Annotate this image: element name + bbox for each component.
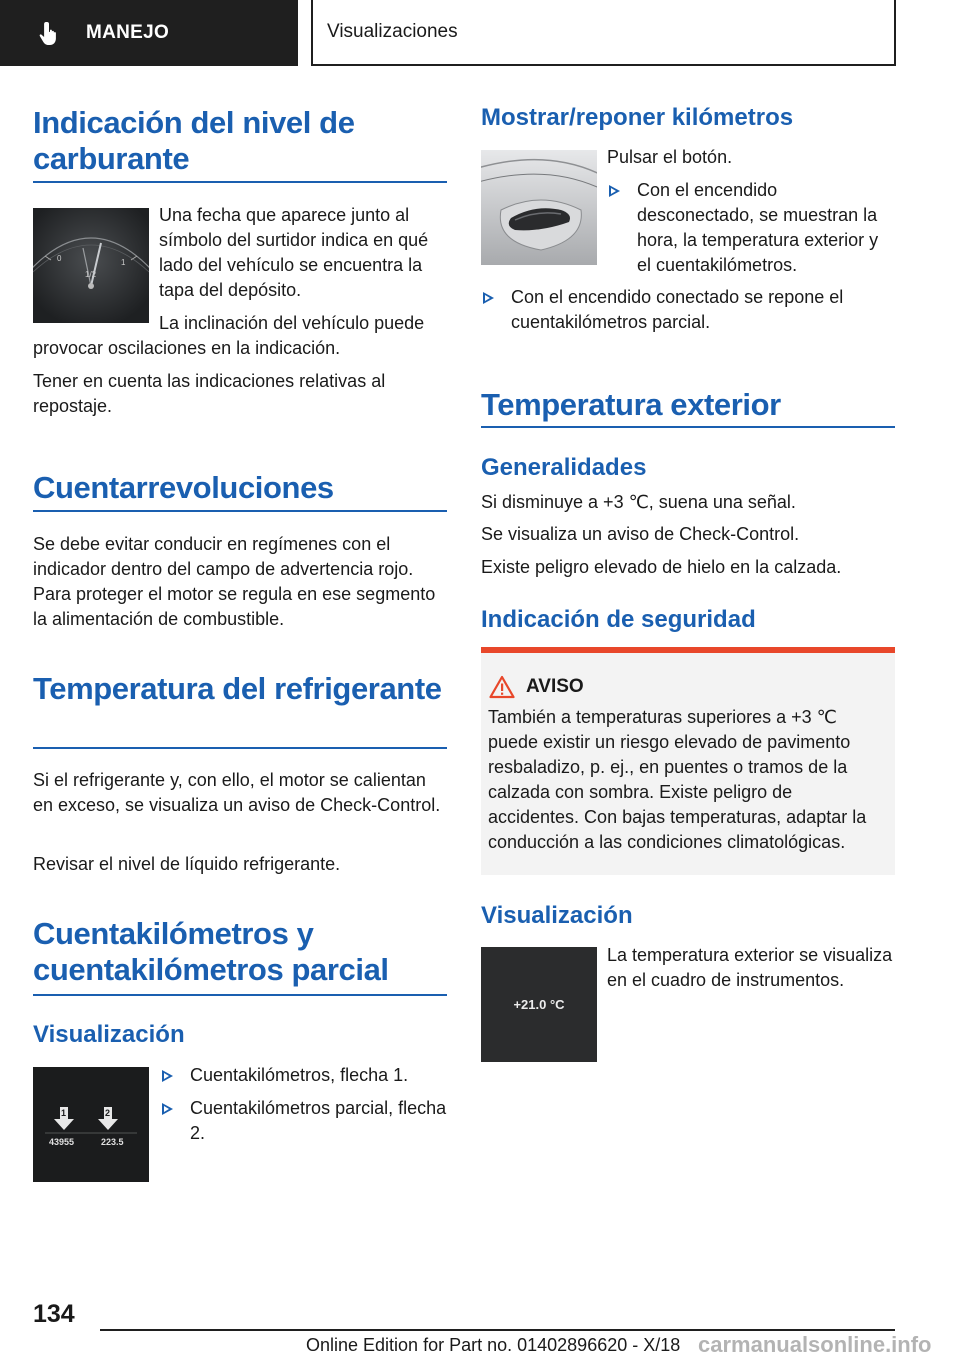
- page-number: 134: [33, 1300, 75, 1328]
- odometer-image: 1 2 43955 223.5: [33, 1067, 149, 1182]
- fuel-text: [33, 203, 447, 419]
- general-p3: Existe peligro elevado de hielo en la calzada.: [481, 557, 842, 577]
- chapter-title: MANEJO: [86, 22, 170, 43]
- warning-triangle-icon: [489, 675, 515, 699]
- section-rule: [481, 426, 895, 428]
- outside-title: Temperatura exterior: [481, 387, 781, 422]
- general-p1: Si disminuye a +3 ℃, suena una señal.: [481, 492, 796, 512]
- fuel-p1: Una fecha que aparece junto al símbolo del surtidor indica en qué lado del vehículo se encuentra la tapa del depósito.: [159, 205, 429, 300]
- safety-title: Indicación de seguridad: [481, 606, 756, 633]
- general-title: Generalidades: [481, 454, 647, 481]
- fuel-gauge-image: 0 1/2 1: [33, 208, 149, 323]
- button-image: [481, 150, 597, 265]
- list-item: Cuentakilómetros, flecha 1.: [160, 1063, 448, 1088]
- section-rule: [33, 747, 447, 749]
- hand-pointer-icon: [38, 20, 64, 46]
- chapter-tab: [0, 0, 298, 66]
- section-title: Visualizaciones: [311, 0, 896, 66]
- display-title: Visualización: [481, 902, 633, 929]
- odo-title: Cuentakilómetros y cuentakilómetros parcial: [33, 916, 389, 987]
- section-rule: [33, 181, 447, 183]
- section-rule: [33, 994, 447, 996]
- rev-title: Cuentarrevoluciones: [33, 470, 334, 505]
- general-p2: Se visualiza un aviso de Check-Control.: [481, 524, 800, 544]
- warning-label: AVISO: [526, 676, 584, 697]
- fuel-p2: La inclinación del vehículo puede provocar oscilaciones en la indicación.: [33, 313, 425, 358]
- warning-box: [481, 647, 895, 875]
- warning-text: También a temperaturas superiores a +3 ℃ puede existir un riesgo elevado de pavimento resbaladizo, p. ej., en puentes o tramos de la calzada con sombra. Existe peligro de accidentes. Con bajas temperaturas, adaptar la conducción a las condiciones climatológicas.: [488, 707, 867, 852]
- list-item: Con el encendido conectado se repone el cuentakilómetros parcial.: [481, 285, 896, 335]
- fuel-title: Indicación del nivel de carburante: [33, 105, 355, 176]
- rev-p1: Se debe evitar conducir en regímenes con el indicador dentro del campo de advertencia rojo. Para proteger el motor se regula en ese segmento la alimentación de combustible.: [33, 534, 436, 629]
- coolant-p2: Revisar el nivel de líquido refrigerante.: [33, 854, 341, 874]
- odo-subtitle: Visualización: [33, 1021, 185, 1048]
- footer-rule: [100, 1329, 895, 1331]
- display-text: La temperatura exterior se visualiza en el cuadro de instrumentos.: [607, 945, 893, 990]
- temperature-display-image: +21.0 °C: [481, 947, 597, 1062]
- list-item: Cuentakilómetros parcial, flecha 2.: [160, 1096, 448, 1146]
- fuel-p3: Tener en cuenta las indicaciones relativas al repostaje.: [33, 371, 386, 416]
- section-rule: [33, 510, 447, 512]
- reset-p1: Pulsar el botón.: [607, 147, 733, 167]
- coolant-p1: Si el refrigerante y, con ello, el motor se calientan en exceso, se visualiza un aviso de Check-Control.: [33, 770, 441, 815]
- reset-list: [481, 285, 896, 335]
- coolant-title: Temperatura del refrigerante: [33, 671, 442, 706]
- reset-title: Mostrar/reponer kilómetros: [481, 104, 794, 131]
- edition-text: Online Edition for Part no. 01402896620 - X/18: [306, 1335, 681, 1355]
- list-item: Con el encendido desconectado, se muestran la hora, la temperatura exterior y el cuentakilómetros.: [607, 178, 896, 278]
- watermark: carmanualsonline.info: [698, 1332, 932, 1357]
- reset-text: [607, 145, 896, 278]
- odo-list: [160, 1063, 448, 1146]
